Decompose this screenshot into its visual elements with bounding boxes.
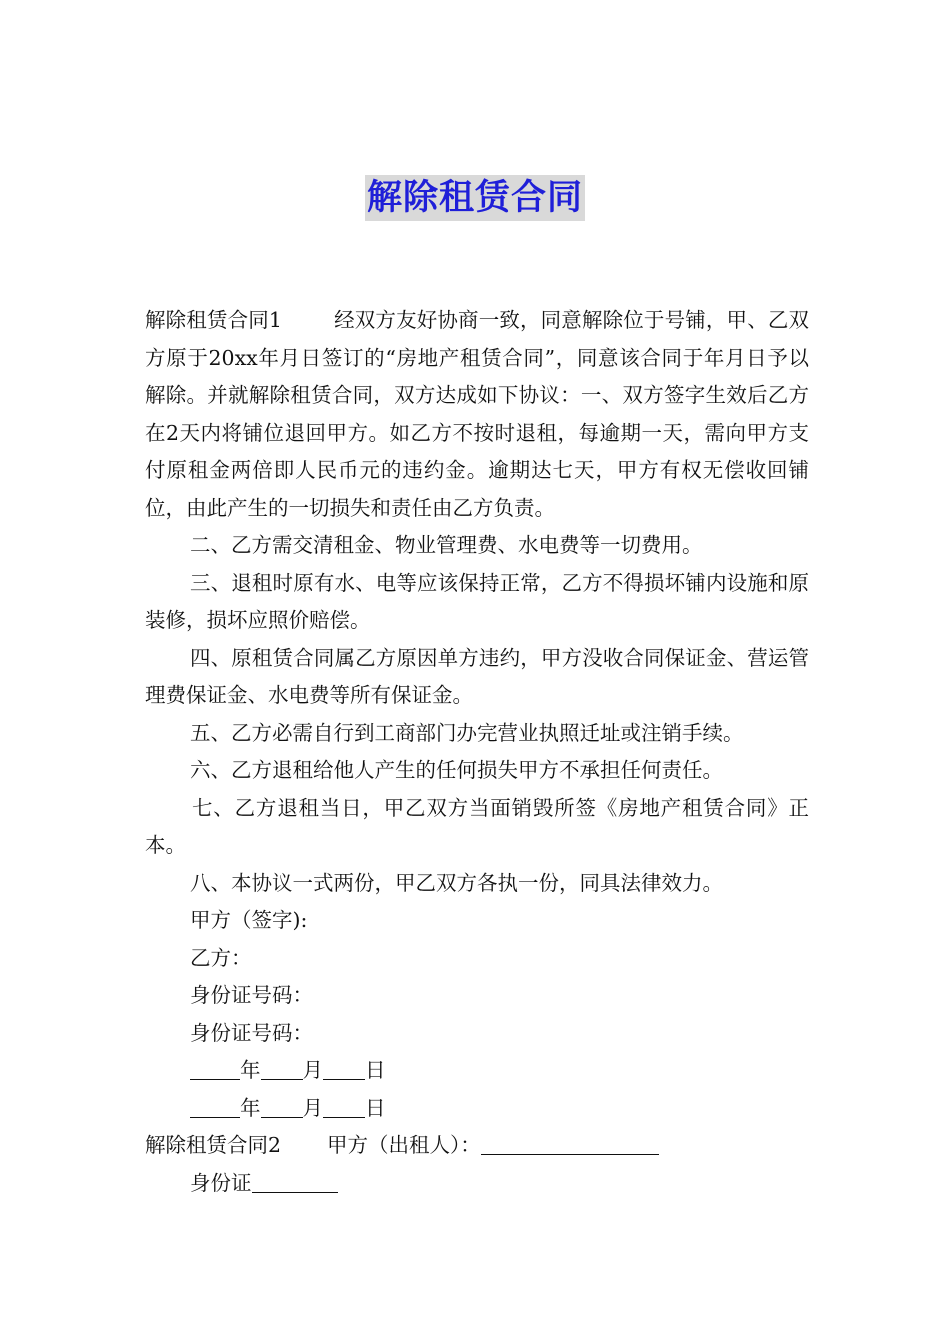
month-label: 月 [302,1058,323,1082]
party-b-id-number: 身份证号码： [190,1020,313,1045]
day-label: 日 [365,1095,386,1120]
clause-3: 三、退租时原有水、电等应该保持正常，乙方不得损坏铺内设施和原装修，损坏应照价赔偿。 [145,570,809,632]
day-blank [323,1093,365,1118]
year-blank [190,1055,240,1080]
party-a-id-number: 身份证号码： [190,983,313,1007]
section1-intro-text: 经双方友好协商一致，同意解除位于号铺，甲、乙双方原于20xx年月日签订的“房地产租赁合同”，同意该合同于年月日予以解除。并就解除租赁合同，双方达成如下协议：一、双方签字生效后乙方在2天内将铺位退回甲方。如乙方不按时退租，每逾期一天，需向甲方支付原租金两倍即人民币元的违约金。逾期达七天，甲方有权无偿收回铺位，由此产生的一切损失和责任由乙方负责。 [145,308,809,520]
clause-8: 八、本协议一式两份，甲乙双方各执一份，同具法律效力。 [190,870,723,895]
section2-heading: 解除租赁合同2 [145,1133,282,1157]
section1-intro-paragraph [145,302,809,527]
year-label: 年 [240,1058,261,1082]
title-container [0,175,950,221]
section1-heading: 解除租赁合同1 [145,308,282,332]
month-blank [261,1055,303,1080]
document-body [145,302,809,1202]
year-blank [190,1093,240,1118]
clause-5: 五、乙方必需自行到工商部门办完营业执照迁址或注销手续。 [190,720,744,745]
section2-id-line [145,1165,809,1203]
date-line-a [145,1052,809,1090]
lessor-label: 甲方（出租人）： [327,1133,481,1157]
year-label: 年 [240,1095,261,1120]
month-blank [261,1093,303,1118]
id-label: 身份证 [190,1170,252,1195]
id-number-blank [252,1168,338,1193]
clause-2: 二、乙方需交清租金、物业管理费、水电费等一切费用。 [190,533,703,557]
document-title: 解除租赁合同 [365,175,585,221]
clause-7: 七、乙方退租当日，甲乙双方当面销毁所签《房地产租赁合同》正本。 [145,795,809,857]
section2-first-line [145,1127,809,1165]
day-blank [323,1055,365,1080]
party-b-signature: 乙方： [190,945,252,970]
day-label: 日 [365,1058,386,1082]
party-a-signature: 甲方（签字): [190,908,308,932]
clause-6: 六、乙方退租给他人产生的任何损失甲方不承担任何责任。 [190,758,723,782]
month-label: 月 [302,1095,323,1120]
clause-4: 四、原租赁合同属乙方原因单方违约，甲方没收合同保证金、营运管理费保证金、水电费等所有保证金。 [145,645,809,707]
lessor-name-blank [481,1130,659,1155]
date-line-b [145,1090,809,1128]
